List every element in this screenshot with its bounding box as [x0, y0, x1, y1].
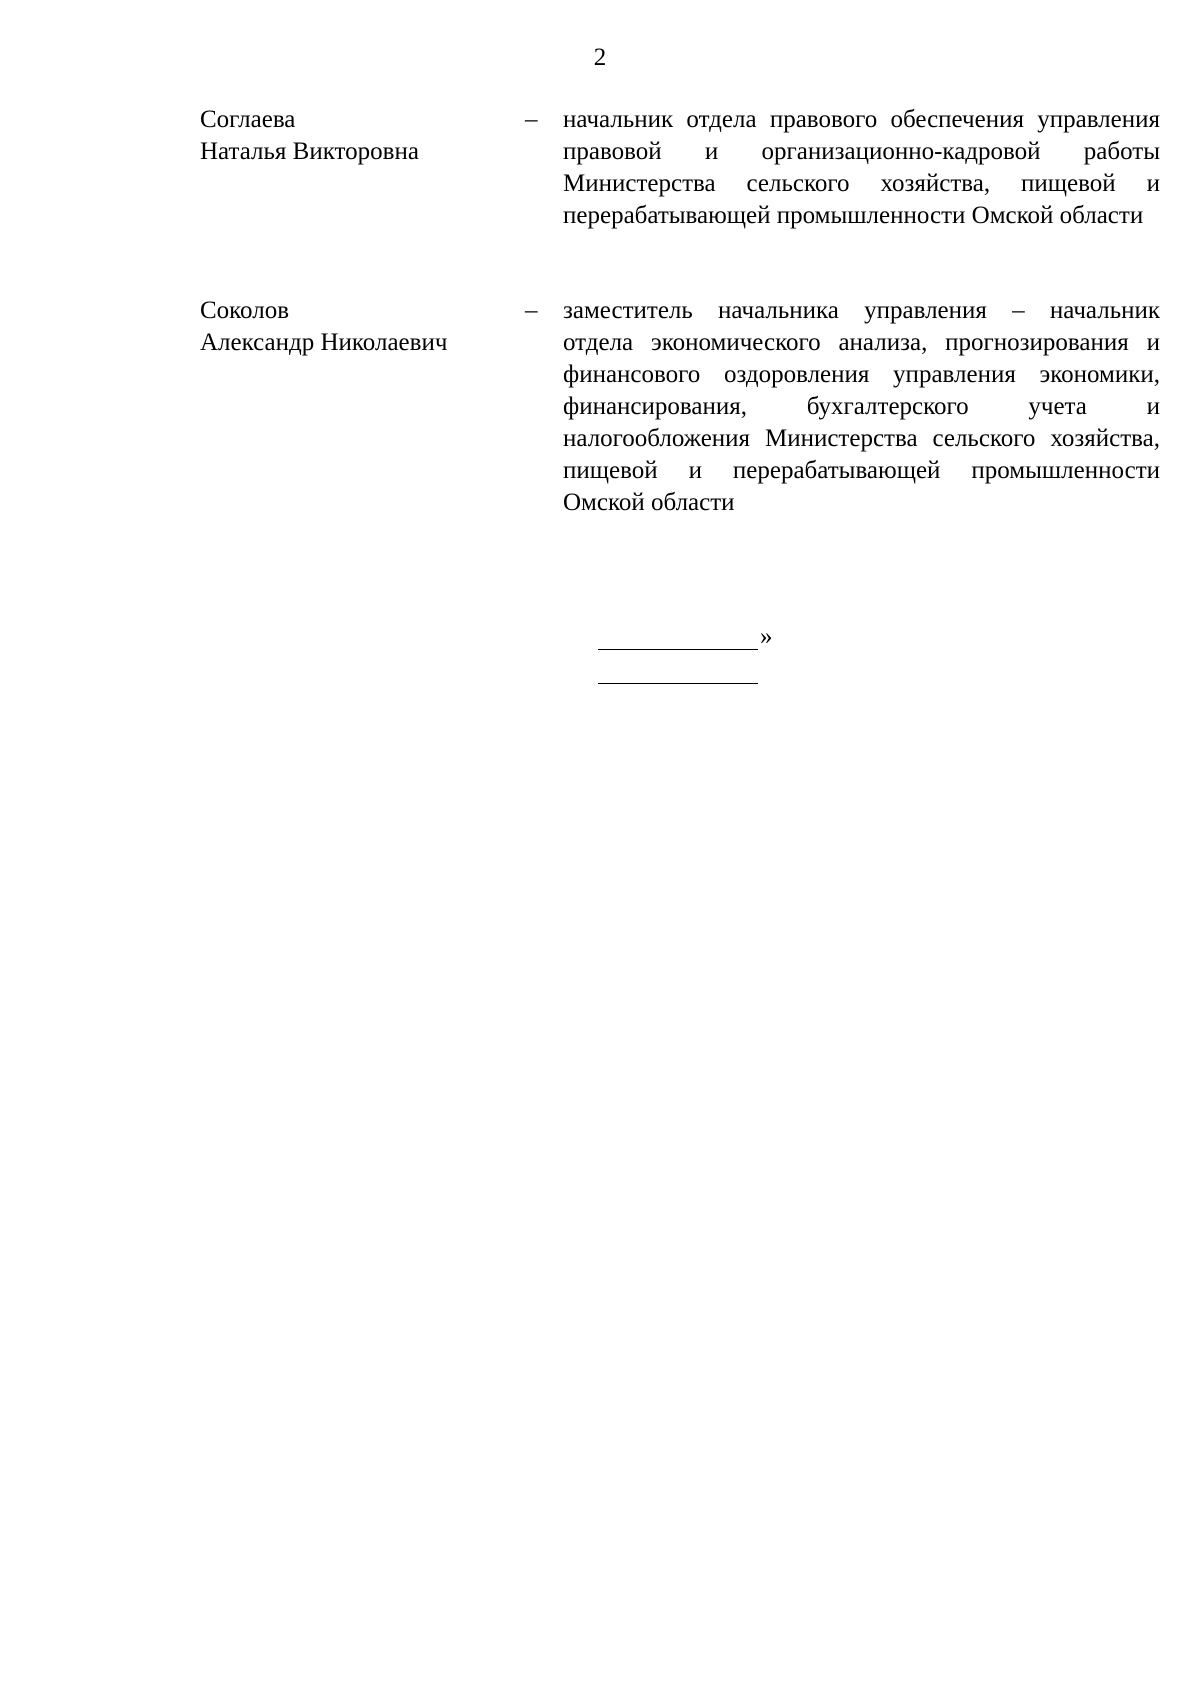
member-name	[200, 295, 520, 359]
member-dash: –	[525, 297, 538, 324]
member-surname: Соколов	[200, 297, 290, 324]
closing-quote-mark: »	[760, 623, 773, 650]
end-divider-line	[598, 683, 758, 684]
member-given-names: Наталья Викторовна	[200, 138, 419, 165]
member-position: начальник отдела правового обеспечения управления правовой и организационно-кадровой работы Министерства сельского хозяйства, пищевой и перерабатывающей промышленности Омской области	[563, 106, 1160, 229]
member-position: заместитель начальника управления – начальник отдела экономического анализа, прогнозирования и финансового оздоровления управления экономики, финансирования, бухгалтерского учета и налогообложения Министерства сельского хозяйства, пищевой и перерабатывающей промышленности Омской области	[563, 297, 1160, 516]
member-name	[200, 104, 520, 168]
document-end-mark	[598, 621, 798, 655]
member-given-names: Александр Николаевич	[200, 329, 448, 356]
end-divider-line	[598, 649, 758, 650]
member-dash: –	[525, 106, 538, 133]
page-number: 2	[593, 44, 607, 71]
member-surname: Соглаева	[200, 106, 296, 133]
